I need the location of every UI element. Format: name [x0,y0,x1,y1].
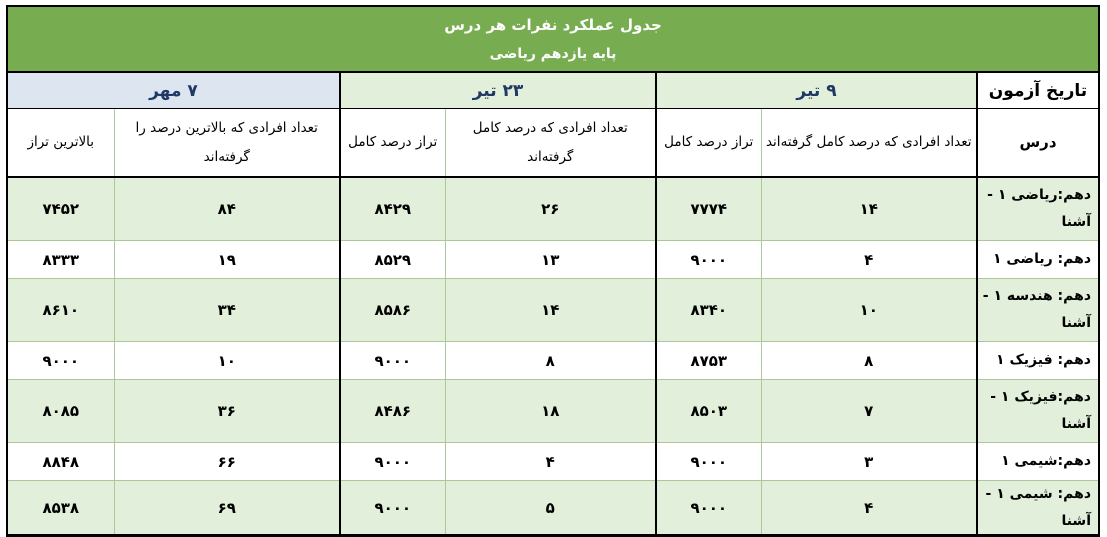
table-row [7,279,1099,342]
score-cell-23tir: ۸۴۲۹ [340,177,445,241]
count-column-header-23tir: تعداد افرادی که درصد کامل گرفته‌اند [445,109,656,178]
count-cell-23tir: ۵ [445,481,656,536]
table-row [7,443,1099,481]
count-cell-23tir: ۱۳ [445,241,656,279]
score-cell-9tir: ۹۰۰۰ [656,241,761,279]
exam-group-7mehr: ۷ مهر [7,72,340,109]
score-cell-7mehr: ۸۵۳۸ [7,481,114,536]
column-header-row [7,109,1099,178]
performance-report [7,5,1100,537]
score-cell-23tir: ۸۵۸۶ [340,279,445,342]
exam-date-header-row [7,72,1099,109]
score-cell-9tir: ۸۳۴۰ [656,279,761,342]
exam-group-23tir: ۲۳ تیر [340,72,656,109]
count-cell-7mehr: ۳۶ [114,380,340,443]
exam-date-label: تاریخ آزمون [977,72,1099,109]
count-cell-9tir: ۱۰ [761,279,977,342]
count-column-header-7mehr: تعداد افرادی که بالاترین درصد را گرفته‌اند [114,109,340,178]
score-cell-7mehr: ۸۸۴۸ [7,443,114,481]
count-cell-9tir: ۱۴ [761,177,977,241]
lesson-cell: دهم: شیمی ۱ - آشنا [977,481,1099,536]
report-title: جدول عملکرد نفرات هر درس [444,15,662,34]
score-cell-9tir: ۸۷۵۳ [656,342,761,380]
lesson-cell: دهم: هندسه ۱ - آشنا [977,279,1099,342]
lesson-cell: دهم: ریاضی ۱ [977,241,1099,279]
count-column-header-9tir: تعداد افرادی که درصد کامل گرفته‌اند [761,109,977,178]
lesson-cell: دهم:شیمی ۱ [977,443,1099,481]
count-cell-7mehr: ۳۴ [114,279,340,342]
count-cell-9tir: ۳ [761,443,977,481]
exam-group-9tir: ۹ تیر [656,72,977,109]
count-cell-9tir: ۴ [761,481,977,536]
lesson-column-header: درس [977,109,1099,178]
score-cell-7mehr: ۸۶۱۰ [7,279,114,342]
table-row [7,380,1099,443]
score-cell-7mehr: ۹۰۰۰ [7,342,114,380]
score-cell-9tir: ۹۰۰۰ [656,443,761,481]
count-cell-23tir: ۲۶ [445,177,656,241]
score-column-header-7mehr: بالاترین تراز [7,109,114,178]
count-cell-23tir: ۸ [445,342,656,380]
score-cell-23tir: ۹۰۰۰ [340,481,445,536]
count-cell-7mehr: ۶۶ [114,443,340,481]
score-cell-23tir: ۹۰۰۰ [340,443,445,481]
lesson-cell: دهم:فیزیک ۱ - آشنا [977,380,1099,443]
table-row [7,241,1099,279]
count-cell-7mehr: ۱۹ [114,241,340,279]
score-cell-23tir: ۸۴۸۶ [340,380,445,443]
table-row [7,177,1099,241]
lesson-cell: دهم:ریاضی ۱ - آشنا [977,177,1099,241]
score-cell-23tir: ۹۰۰۰ [340,342,445,380]
table-row [7,481,1099,536]
count-cell-23tir: ۴ [445,443,656,481]
title-cell [7,6,1099,72]
count-cell-23tir: ۱۴ [445,279,656,342]
score-cell-7mehr: ۷۴۵۲ [7,177,114,241]
title-bar [7,6,1099,72]
lesson-cell: دهم: فیزیک ۱ [977,342,1099,380]
report-subtitle: پایه یازدهم ریاضی [489,45,617,62]
count-cell-9tir: ۷ [761,380,977,443]
table-row [7,342,1099,380]
count-cell-9tir: ۴ [761,241,977,279]
performance-table [6,5,1100,537]
score-cell-7mehr: ۸۰۸۵ [7,380,114,443]
score-cell-9tir: ۸۵۰۳ [656,380,761,443]
count-cell-7mehr: ۱۰ [114,342,340,380]
score-cell-9tir: ۹۰۰۰ [656,481,761,536]
count-cell-9tir: ۸ [761,342,977,380]
score-column-header-9tir: تراز درصد کامل [656,109,761,178]
score-cell-9tir: ۷۷۷۴ [656,177,761,241]
count-cell-7mehr: ۸۴ [114,177,340,241]
count-cell-7mehr: ۶۹ [114,481,340,536]
score-cell-23tir: ۸۵۲۹ [340,241,445,279]
count-cell-23tir: ۱۸ [445,380,656,443]
score-column-header-23tir: تراز درصد کامل [340,109,445,178]
score-cell-7mehr: ۸۳۳۳ [7,241,114,279]
